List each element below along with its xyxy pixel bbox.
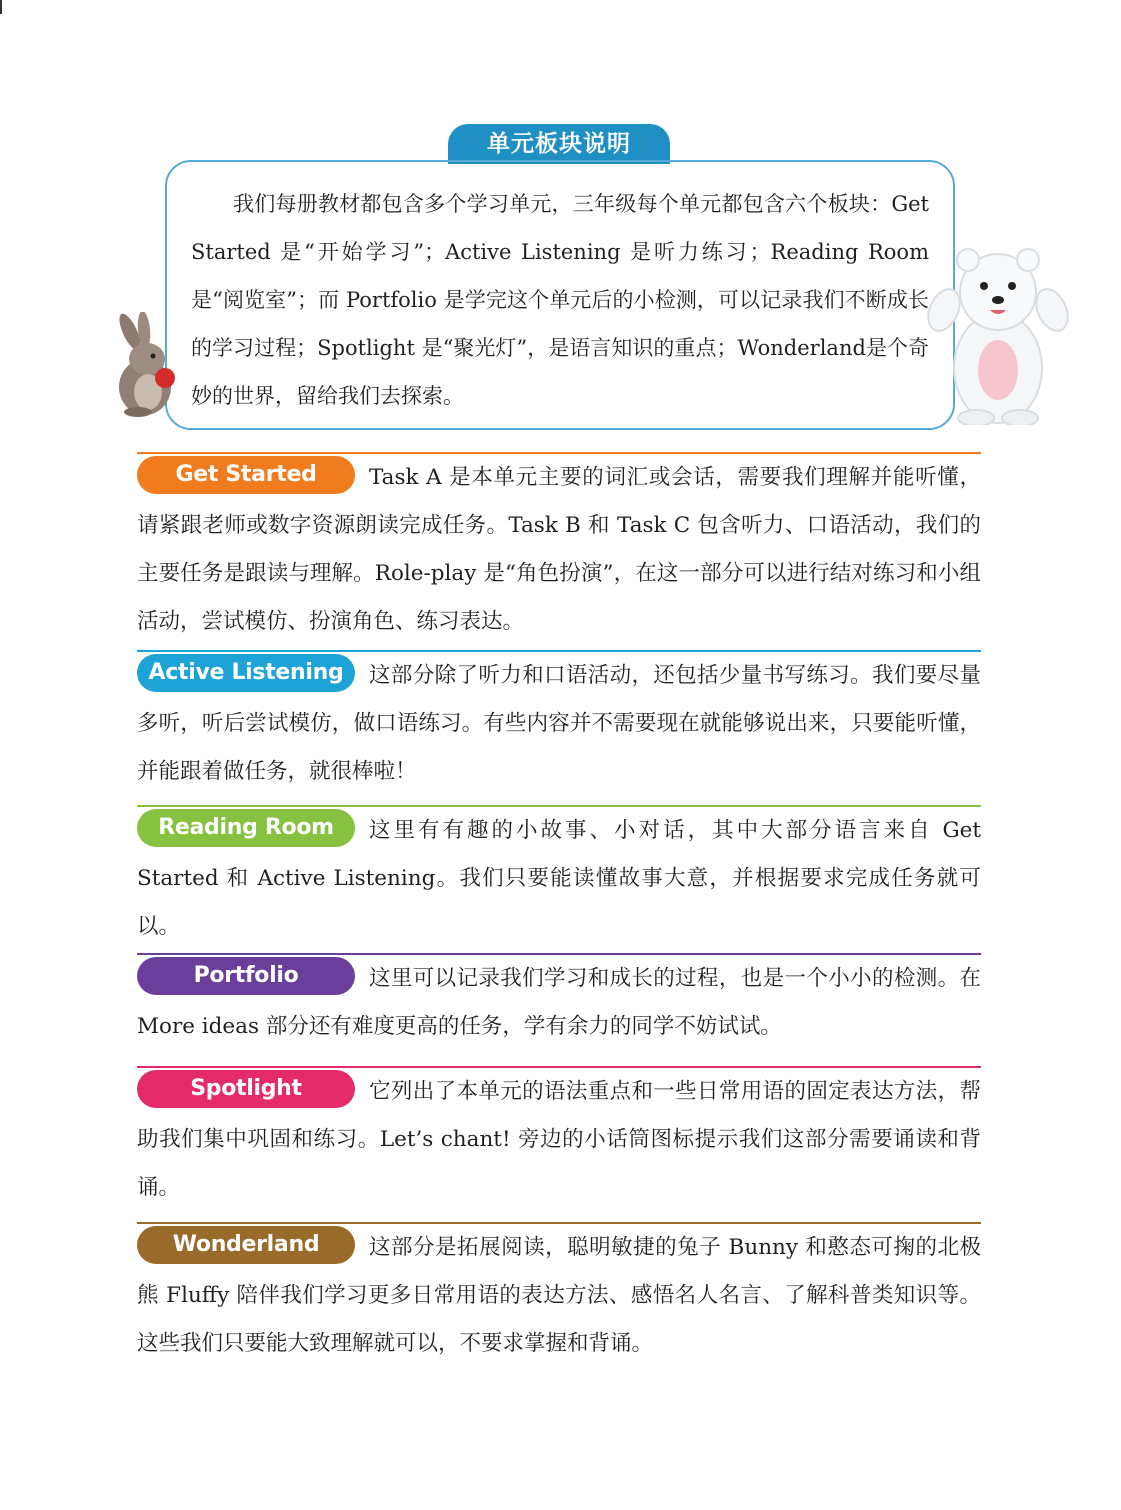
section-rule — [137, 1066, 981, 1068]
section-label-reading-room: Reading Room — [137, 809, 355, 847]
section-label-spotlight: Spotlight — [137, 1070, 355, 1108]
section-label-wonderland: Wonderland — [137, 1226, 355, 1264]
intro-box — [165, 160, 955, 430]
section-active-listening — [137, 650, 981, 796]
section-text-active-listening: 这部分除了听力和口语活动，还包括少量书写练习。我们要尽量多听，听后尝试模仿，做口语练习。有些内容并不需要现在就能够说出来，只要能听懂，并能跟着做任务，就很棒啦！ — [137, 663, 981, 784]
section-rule — [137, 953, 981, 955]
section-spotlight — [137, 1066, 981, 1212]
section-portfolio — [137, 953, 981, 1051]
section-rule — [137, 1222, 981, 1224]
section-reading-room — [137, 805, 981, 951]
section-text-wonderland: 这部分是拓展阅读，聪明敏捷的兔子 Bunny 和憨态可掬的北极熊 Fluffy 陪伴我们学习更多日常用语的表达方法、感悟名人名言、了解科普类知识等。这些我们只要能大致理解就可以，不要求掌握和背诵。 — [137, 1235, 981, 1356]
page-edge-mark — [0, 0, 2, 14]
section-text-reading-room: 这里有有趣的小故事、小对话，其中大部分语言来自 Get Started 和 Active Listening。我们只要能读懂故事大意，并根据要求完成任务就可以。 — [137, 818, 981, 939]
section-wonderland — [137, 1222, 981, 1368]
section-label-portfolio: Portfolio — [137, 957, 355, 995]
bunny-illustration — [100, 312, 185, 417]
section-label-active-listening: Active Listening — [137, 654, 355, 692]
section-rule — [137, 805, 981, 807]
intro-title: 单元板块说明 — [448, 124, 670, 164]
section-text-portfolio: 这里可以记录我们学习和成长的过程，也是一个小小的检测。在 More ideas 部分还有难度更高的任务，学有余力的同学不妨试试。 — [137, 966, 981, 1039]
intro-text: 我们每册教材都包含多个学习单元，三年级每个单元都包含六个板块：Get Started 是“开始学习”；Active Listening 是听力练习；Reading Room 是“阅览室”；而 Portfolio 是学完这个单元后的小检测，可以记录我们不断成长的学习过程；Spotlight 是“聚光灯”，是语言知识的重点；Wonderland是个奇妙的世界，留给我们去探索。 — [191, 192, 929, 408]
section-rule — [137, 452, 981, 454]
section-text-get-started: Task A 是本单元主要的词汇或会话，需要我们理解并能听懂，请紧跟老师或数字资源朗读完成任务。Task B 和 Task C 包含听力、口语活动，我们的主要任务是跟读与理解。Role-play 是“角色扮演”，在这一部分可以进行结对练习和小组活动，尝试模仿、扮演角色、练习表达。 — [137, 465, 981, 634]
section-label-get-started: Get Started — [137, 456, 355, 494]
section-get-started — [137, 452, 981, 646]
polar-bear-illustration — [926, 240, 1071, 425]
section-rule — [137, 650, 981, 652]
section-text-spotlight: 它列出了本单元的语法重点和一些日常用语的固定表达方法，帮助我们集中巩固和练习。Let’s chant! 旁边的小话筒图标提示我们这部分需要诵读和背诵。 — [137, 1079, 981, 1200]
